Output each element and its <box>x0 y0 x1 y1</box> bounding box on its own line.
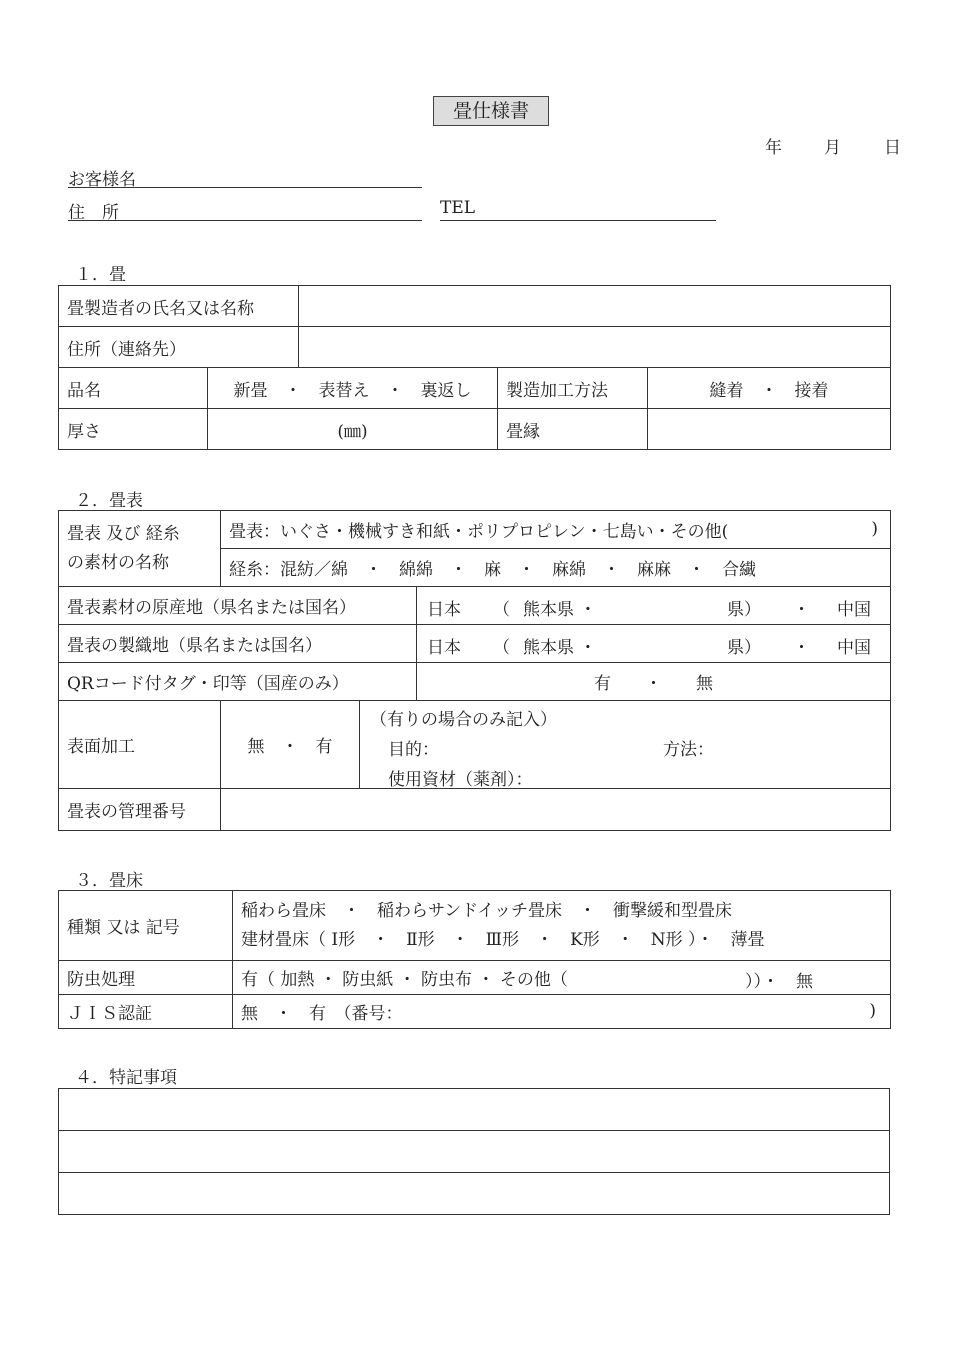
section-1-heading: １．畳 <box>75 265 126 285</box>
jis-close: ) <box>869 1001 876 1021</box>
s1-address-label: 住所（連絡先） <box>59 327 299 368</box>
customer-name-field[interactable] <box>68 165 422 188</box>
section-4-heading: ４．特記事項 <box>75 1068 177 1088</box>
type-label: 種類 又は 記号 <box>59 891 233 961</box>
product-label: 品名 <box>59 368 208 409</box>
mgmt-input[interactable] <box>221 789 891 831</box>
type-line1: 稲わら畳床 ・ 稲わらサンドイッチ畳床 ・ 衝撃緩和型畳床 <box>241 900 732 921</box>
notes-line[interactable] <box>59 1089 890 1131</box>
customer-address-field[interactable] <box>68 198 422 221</box>
weave-label: 畳表の製織地（県名または国名） <box>59 625 417 663</box>
surface-purpose-label: 目的： <box>388 740 439 760</box>
insect-options-text: 有（ 加熱 ・ 防虫紙 ・ 防虫布 ・ その他（ <box>241 970 568 990</box>
origin-japan: 日本 <box>427 600 461 620</box>
section-1-table <box>58 285 891 450</box>
maker-input[interactable] <box>299 286 891 327</box>
jis-label: ＪＩＳ認証 <box>59 995 233 1029</box>
weave-japan: 日本 <box>427 638 461 658</box>
origin-dot: ・ <box>793 600 810 620</box>
insect-close: ））・ 無 <box>745 972 813 992</box>
customer-address-label: 住 所 <box>68 203 119 223</box>
section-2-heading: ２．畳表 <box>75 491 143 511</box>
edge-input[interactable] <box>648 409 891 450</box>
origin-options[interactable] <box>417 587 891 625</box>
product-options[interactable]: 新畳 ・ 表替え ・ 裏返し <box>208 368 498 409</box>
weave-options[interactable] <box>417 625 891 663</box>
keito-options[interactable]: 経糸：混紡／綿 ・ 綿綿 ・ 麻 ・ 麻綿 ・ 麻麻 ・ 合繊 <box>221 549 891 587</box>
origin-label: 畳表素材の原産地（県名または国名） <box>59 587 417 625</box>
jis-options-text: 無 ・ 有 （番号： <box>241 1004 403 1024</box>
origin-china: 中国 <box>837 600 871 620</box>
notes-line[interactable] <box>59 1173 890 1215</box>
date-month: 月 <box>824 138 841 158</box>
insect-label: 防虫処理 <box>59 961 233 995</box>
thickness-input[interactable] <box>208 409 498 450</box>
date-year: 年 <box>765 138 782 158</box>
type-options[interactable] <box>233 891 891 961</box>
qr-label: QRコード付タグ・印等（国産のみ） <box>59 663 417 701</box>
surface-label: 表面加工 <box>59 701 221 789</box>
insect-options[interactable] <box>233 961 891 995</box>
type-line2: 建材畳床（ Ⅰ形 ・ Ⅱ形 ・ Ⅲ形 ・ K形 ・ N形 ）・ 薄畳 <box>241 929 765 950</box>
s1-address-input[interactable] <box>299 327 891 368</box>
document-title: 畳仕様書 <box>433 96 549 126</box>
omote-options[interactable] <box>221 511 891 549</box>
customer-name-label: お客様名 <box>68 170 136 190</box>
mgmt-label: 畳表の管理番号 <box>59 789 221 831</box>
section-3-heading: ３．畳床 <box>75 871 143 891</box>
method-options[interactable]: 縫着 ・ 接着 <box>648 368 891 409</box>
weave-china: 中国 <box>837 638 871 658</box>
maker-label: 畳製造者の氏名又は名称 <box>59 286 299 327</box>
material-label <box>59 511 221 587</box>
edge-label: 畳縁 <box>498 409 648 450</box>
section-3-table <box>58 890 891 1029</box>
surface-note: （有りの場合のみ記入） <box>370 710 557 730</box>
thickness-unit: (㎜) <box>337 421 368 442</box>
customer-tel-field[interactable] <box>440 198 716 221</box>
section-2-table <box>58 510 891 831</box>
surface-options[interactable]: 無 ・ 有 <box>221 701 360 789</box>
thickness-label: 厚さ <box>59 409 208 450</box>
notes-line[interactable] <box>59 1131 890 1173</box>
customer-tel-label: TEL <box>440 198 476 218</box>
weave-open: （ <box>493 638 510 658</box>
material-label-line2: の素材の名称 <box>67 552 169 573</box>
qr-options[interactable]: 有 ・ 無 <box>417 663 891 701</box>
weave-kumamoto: 熊本県 ・ <box>523 638 597 658</box>
weave-ken: 県） <box>727 638 761 658</box>
origin-kumamoto: 熊本県 ・ <box>523 600 597 620</box>
omote-options-text: 畳表：いぐさ・機械すき和紙・ポリプロピレン・七島い・その他( <box>229 522 729 542</box>
origin-open: （ <box>493 600 510 620</box>
surface-method-label: 方法： <box>663 740 714 760</box>
origin-ken: 県） <box>727 600 761 620</box>
jis-options[interactable] <box>233 995 891 1029</box>
weave-dot: ・ <box>793 638 810 658</box>
method-label: 製造加工方法 <box>498 368 648 409</box>
surface-details[interactable] <box>360 701 891 789</box>
date-day: 日 <box>884 138 901 158</box>
notes-table <box>58 1088 890 1215</box>
material-label-line1: 畳表 及び 経糸 <box>67 523 180 544</box>
surface-chemical-label: 使用資材（薬剤）： <box>388 770 533 790</box>
omote-close: ) <box>871 519 879 539</box>
